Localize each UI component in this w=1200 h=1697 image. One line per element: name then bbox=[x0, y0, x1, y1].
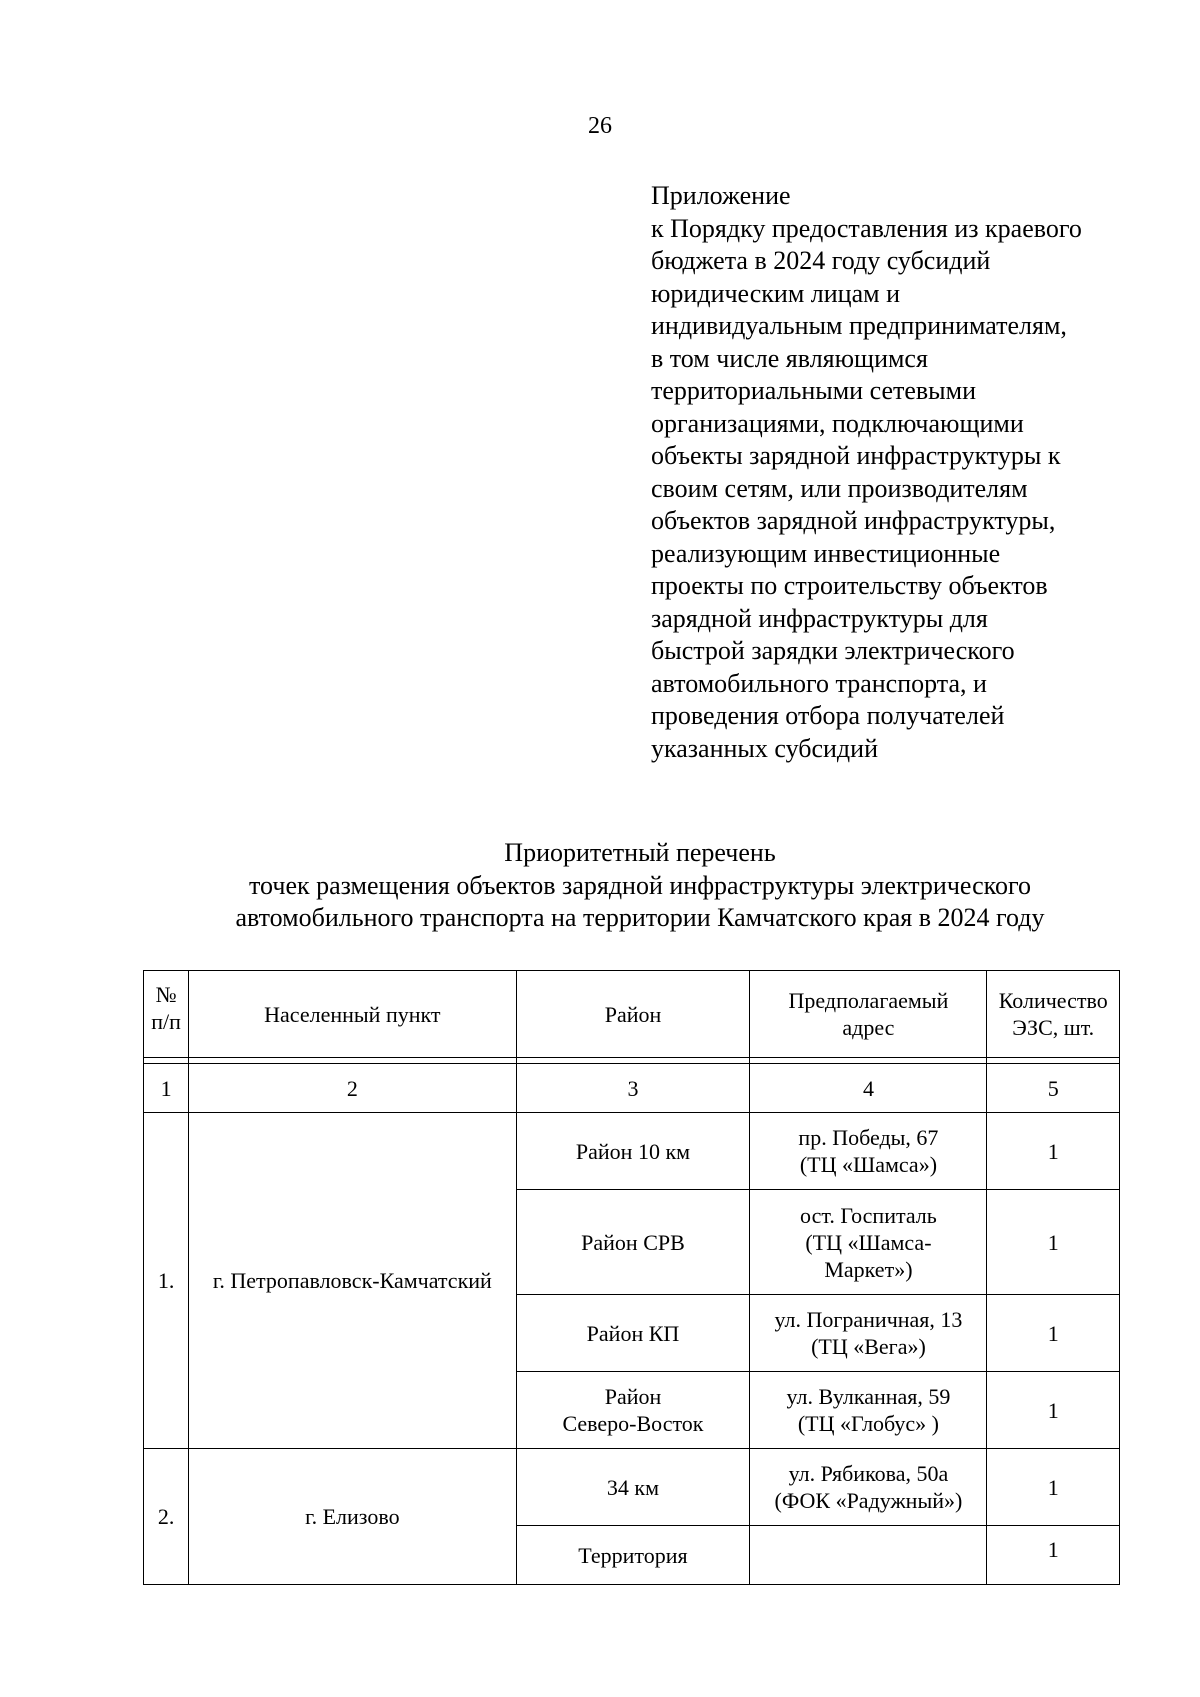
appendix-line: реализующим инвестиционные bbox=[651, 538, 1001, 568]
district-cell: Район КП bbox=[516, 1295, 750, 1372]
quantity-cell: 1 bbox=[987, 1190, 1120, 1295]
address-cell: пр. Победы, 67 (ТЦ «Шамса») bbox=[750, 1113, 987, 1190]
header-district: Район bbox=[516, 971, 750, 1058]
address-cell: ул. Рябикова, 50а (ФОК «Радужный») bbox=[750, 1449, 987, 1526]
appendix-line: индивидуальным предпринимателям, bbox=[651, 311, 1067, 340]
row-number: 2. bbox=[144, 1449, 189, 1585]
district-cell: Территория bbox=[516, 1526, 750, 1585]
appendix-line: к Порядку предоставления из краевого bbox=[651, 213, 1082, 243]
title-line-3: автомобильного транспорта на территории Камчатского края в 2024 году bbox=[235, 903, 1045, 932]
appendix-line: зарядной инфраструктуры для bbox=[651, 603, 988, 633]
column-number: 2 bbox=[189, 1064, 516, 1113]
column-number: 3 bbox=[516, 1064, 750, 1113]
district-cell: Район Северо-Восток bbox=[516, 1372, 750, 1449]
quantity-cell: 1 bbox=[987, 1113, 1120, 1190]
appendix-line: проведения отбора получателей bbox=[651, 701, 1005, 730]
district-cell: Район 10 км bbox=[516, 1113, 750, 1190]
column-number: 4 bbox=[750, 1064, 987, 1113]
appendix-line: организациями, подключающими bbox=[651, 408, 1024, 438]
settlement-cell: г. Елизово bbox=[189, 1449, 516, 1585]
document-title bbox=[140, 837, 1140, 935]
address-cell bbox=[750, 1526, 987, 1585]
appendix-line: объекты зарядной инфраструктуры к bbox=[651, 441, 1061, 470]
settlement-cell: г. Петропавловск-Камчатский bbox=[189, 1113, 516, 1449]
appendix-block bbox=[651, 180, 1151, 765]
quantity-cell: 1 bbox=[987, 1295, 1120, 1372]
table-header-row bbox=[144, 971, 1120, 1058]
page-number: 26 bbox=[588, 113, 612, 139]
title-line-2: точек размещения объектов зарядной инфраструктуры электрического bbox=[249, 870, 1031, 900]
district-cell: 34 км bbox=[516, 1449, 750, 1526]
table-row bbox=[144, 1113, 1120, 1190]
appendix-line: в том числе являющимся bbox=[651, 343, 928, 373]
title-line-1: Приоритетный перечень bbox=[504, 838, 776, 867]
appendix-line: указанных субсидий bbox=[651, 733, 878, 763]
address-cell: ул. Пограничная, 13 (ТЦ «Вега») bbox=[750, 1295, 987, 1372]
appendix-heading: Приложение bbox=[651, 181, 791, 210]
appendix-line: проекты по строительству объектов bbox=[651, 571, 1048, 600]
header-number: № п/п bbox=[144, 971, 189, 1058]
header-settlement: Населенный пункт bbox=[189, 971, 516, 1058]
appendix-line: объектов зарядной инфраструктуры, bbox=[651, 506, 1056, 535]
district-cell: Район СРВ bbox=[516, 1190, 750, 1295]
appendix-line: своим сетям, или производителям bbox=[651, 473, 1028, 503]
quantity-cell: 1 bbox=[987, 1526, 1120, 1585]
appendix-line: быстрой зарядки электрического bbox=[651, 636, 1015, 665]
column-number: 5 bbox=[987, 1064, 1120, 1113]
column-number-row bbox=[144, 1064, 1120, 1113]
row-number: 1. bbox=[144, 1113, 189, 1449]
appendix-line: бюджета в 2024 году субсидий bbox=[651, 246, 991, 275]
address-cell: ул. Вулканная, 59 (ТЦ «Глобус» ) bbox=[750, 1372, 987, 1449]
quantity-cell: 1 bbox=[987, 1449, 1120, 1526]
column-number: 1 bbox=[144, 1064, 189, 1113]
appendix-line: территориальными сетевыми bbox=[651, 376, 977, 405]
address-cell: ост. Госпиталь (ТЦ «Шамса- Маркет») bbox=[750, 1190, 987, 1295]
priority-list-table bbox=[143, 970, 1120, 1585]
quantity-cell: 1 bbox=[987, 1372, 1120, 1449]
header-address: Предполагаемый адрес bbox=[750, 971, 987, 1058]
appendix-line: автомобильного транспорта, и bbox=[651, 668, 987, 698]
table-row bbox=[144, 1449, 1120, 1526]
appendix-line: юридическим лицам и bbox=[651, 278, 900, 308]
header-quantity: Количество ЭЗС, шт. bbox=[987, 971, 1120, 1058]
